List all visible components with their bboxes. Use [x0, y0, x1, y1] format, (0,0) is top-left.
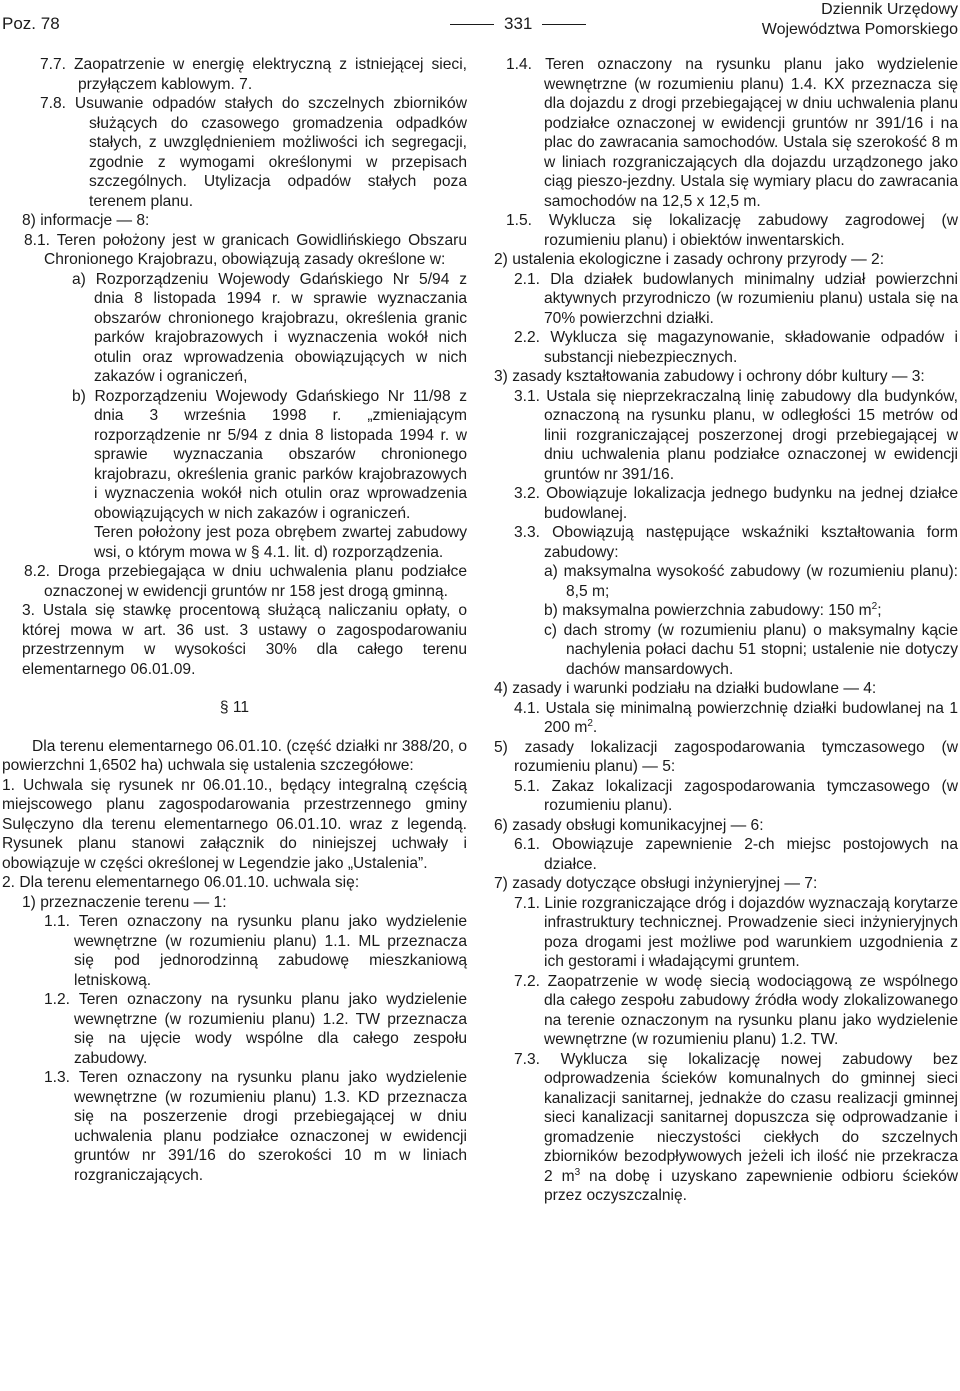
paragraph-1: 1. Uchwala się rysunek nr 06.01.10., będący integralną częścią miejscowego planu zagospodarowania przestrzennego gminy Sulęczyno dla terenu elementarnego 06.01.10. wraz z legendą. Rysunek planu stanowi załącznik do niniejszej uchwały i obowiązuje w części określonej w Legendzie jako „Ustalenia”. [2, 776, 467, 872]
paragraph-8-1-note: Teren położony jest poza obrębem zwartej zabudowy wsi, o którym mowa w § 4.1. lit. d) rozporządzenia. [94, 524, 467, 561]
item-7-1: 7.1. Linie rozgraniczające dróg i dojazdów wyznaczają korytarze infrastruktury technicznej. Prowadzenie sieci inżynieryjnych poza drogami jest możliwe pod warunkiem uzgodnienia z ich gestorami i władającymi gruntem. [514, 894, 958, 970]
heading-zabudowa: 3) zasady kształtowania zabudowy i ochrony dóbr kultury — 3: [494, 368, 925, 385]
position-number: Poz. 78 [2, 14, 60, 33]
paragraph-section-11-intro: Dla terenu elementarnego 06.01.10. (część działki nr 388/20, o powierzchni 1,6502 ha) uchwala się ustalenia szczegółowe: [2, 737, 467, 774]
journal-title-line2: Województwa Pomorskiego [761, 21, 958, 38]
item-1-1: 1.1. Teren oznaczony na rysunku planu jako wydzielenie wewnętrzne (w rozumieniu planu) 1.1. ML przeznacza się pod jednorodzinną zabudowę mieszkaniową letniskową. [44, 913, 467, 989]
right-column [494, 55, 958, 1206]
journal-title [762, 0, 958, 40]
heading-ekologiczne: 2) ustalenia ekologiczne i zasady ochrony przyrody — 2: [494, 251, 885, 268]
journal-title-line1: Dziennik Urzędowy [821, 1, 958, 18]
left-column [2, 55, 467, 1185]
item-8-1-a: a) Rozporządzeniu Wojewody Gdańskiego Nr 5/94 z dnia 8 listopada 1994 r. w sprawie wyznaczania obszarów chronionego krajobrazu, określenia granic parków krajobrazowych i wyznaczenia wokół nich otulin oraz wprowadzenia obowiązujących w nich zakazów i ograniczeń, [72, 270, 467, 385]
paragraph-7-8: 7.8. Usuwanie odpadów stałych do szczelnych zbiorników służących do czasowego gromadzenia odpadków stałych, z uwzględnieniem możliwości ich segregacji, zgodnie z wymogami określonymi w przepisach szczególnych. Utylizacja odpadów stałych poza terenem planu. [40, 95, 467, 210]
heading-tymczasowe: 5) zasady lokalizacji zagospodarowania tymczasowego (w rozumieniu planu) — 5: [494, 738, 958, 775]
item-3-3: 3.3. Obowiązują następujące wskaźniki kształtowania form zabudowy: [514, 524, 958, 561]
page-number: 331 [440, 14, 596, 34]
item-7-3: 7.3. Wyklucza się lokalizację nowej zabudowy bez odprowadzenia ścieków komunalnych do gminnej sieci kanalizacji sanitarnej, jednakże do czasu realizacji gminnej sieci kanalizacji sanitarnej dopuszcza się odprowadzanie i gromadzenie nieczystości ciekłych do szczelnych zbiorników bezodpływowych jeżeli ich ilość nie przekracza 2 $m^3$ na dobę i uzyskano zapewnienie odbioru ścieków przez oczyszczalnię. [514, 1050, 958, 1204]
item-1-5: 1.5. Wyklucza się lokalizację zabudowy zagrodowej (w rozumieniu planu) i obiektów inwentarskich. [506, 212, 958, 249]
section-11-heading: § 11 [219, 699, 250, 716]
item-4-1: 4.1. Ustala się minimalną powierzchnię działki budowlanej na 1 200 $m^2$. [514, 699, 958, 736]
item-2-2: 2.2. Wyklucza się magazynowanie, składowanie odpadów i substancji niebezpiecznych. [514, 329, 958, 366]
page-header [0, 0, 960, 40]
heading-informacje: 8) informacje — 8: [22, 212, 150, 229]
item-5-1: 5.1. Zakaz lokalizacji zagospodarowania tymczasowego (w rozumieniu planu). [514, 777, 958, 814]
heading-komunikacja: 6) zasady obsługi komunikacyjnej — 6: [494, 816, 764, 834]
item-3-1: 3.1. Ustala się nieprzekraczalną linię zabudowy dla budynków, oznaczoną na rysunku planu, w odległości 15 metrów od linii rozgraniczającej poszerzonej drogi przebiegającej w dniu uchwalenia planu podziałce oznaczonej w ewidencji gruntów nr 391/16. [514, 387, 958, 483]
item-8-1-b: b) Rozporządzeniu Wojewody Gdańskiego Nr 11/98 z dnia 3 września 1998 r. „zmieniającym rozporządzenie nr 5/94 z dnia 8 listopada 1994 r. w sprawie wyznaczania obszarów chronionego krajobrazu, określenia granic parków krajobrazowych i wyznaczenia wokół nich otulin oraz wprowadzenia obowiązujących w nich zakazów i ograniczeń. [72, 387, 467, 522]
item-3-3-c: c) dach stromy (w rozumieniu planu) o maksymalny kącie nachylenia połaci dachu 51 stopni; ustalenie nie dotyczy dachów mansardowych. [544, 621, 958, 678]
paragraph-8-1: 8.1. Teren położony jest w granicach Gowidlińskiego Obszaru Chronionego Krajobrazu, obowiązują zasady określone w: [24, 231, 467, 268]
item-2-1: 2.1. Dla działek budowlanych minimalny udział powierzchni aktywnych przyrodniczo (w rozumieniu planu) ustala się na 70% powierzchni działki. [514, 270, 958, 327]
heading-infrastruktura: 7) zasady dotyczące obsługi inżynieryjnej — 7: [494, 875, 818, 892]
paragraph-2: 2. Dla terenu elementarnego 06.01.10. uchwala się: [2, 874, 360, 891]
heading-podzial: 4) zasady i warunki podziału na działki budowlane — 4: [494, 680, 877, 697]
item-3-3-b: b) maksymalna powierzchnia zabudowy: 150 $m^2$; [544, 600, 882, 619]
heading-przeznaczenie: 1) przeznaczenie terenu — 1: [22, 893, 227, 911]
item-6-1: 6.1. Obowiązuje zapewnienie 2-ch miejsc postojowych na działce. [514, 836, 958, 873]
item-7-2: 7.2. Zaopatrzenie w wodę siecią wodociągową ze wspólnego dla całego zespołu zabudowy źródła wody zlokalizowanego na terenie oznaczonym na rysunku planu jako wydzielenie wewnętrzne (w rozumieniu planu) 1.2. TW. [514, 972, 958, 1048]
item-1-2: 1.2. Teren oznaczony na rysunku planu jako wydzielenie wewnętrzne (w rozumieniu planu) 1.2. TW przeznacza się na ujęcie wody wspólne dla całego zespołu zabudowy. [44, 991, 467, 1067]
paragraph-8-2: 8.2. Droga przebiegająca w dniu uchwalenia planu podziałce oznaczonej w ewidencji gruntów nr 158 jest drogą gminną. [24, 563, 467, 600]
item-3-2: 3.2. Obowiązuje lokalizacja jednego budynku na jednej działce budowlanej. [514, 485, 958, 522]
item-3-3-a: a) maksymalna wysokość zabudowy (w rozumieniu planu): 8,5 m; [544, 563, 958, 600]
item-1-4: 1.4. Teren oznaczony na rysunku planu jako wydzielenie wewnętrzne (w rozumieniu planu) 1.4. KX przeznacza się dla dojazdu z drogi przebiegającej w dniu uchwalenia planu podziałce oznaczonej w ewidencji gruntów nr 391/16 i na plac do zawracania samochodów. Ustala się szerokość 8 m w liniach rozgraniczających dla dojazdu urządzonego jako ciąg pieszo-jezdny. Ustala się wymiary placu do zawracania samochodów na 12,5 x 12,5 m. [506, 56, 958, 210]
item-1-3: 1.3. Teren oznaczony na rysunku planu jako wydzielenie wewnętrzne (w rozumieniu planu) 1.3. KD przeznacza się na poszerzenie drogi przebiegającej w dniu uchwalenia planu podziałce oznaczonej w ewidencji gruntów nr 391/16 do szerokości 10 m w liniach rozgraniczających. [44, 1069, 467, 1184]
paragraph-3: 3. Ustala się stawkę procentową służącą naliczaniu opłaty, o której mowa w art. 36 ust. 3 ustawy o zagospodarowaniu przestrzennym w wysokości 30% dla całego terenu elementarnego 06.01.09. [22, 602, 467, 678]
paragraph-7-7: 7.7. Zaopatrzenie w energię elektryczną z istniejącej sieci, przyłączem kablowym. 7. [40, 56, 467, 93]
